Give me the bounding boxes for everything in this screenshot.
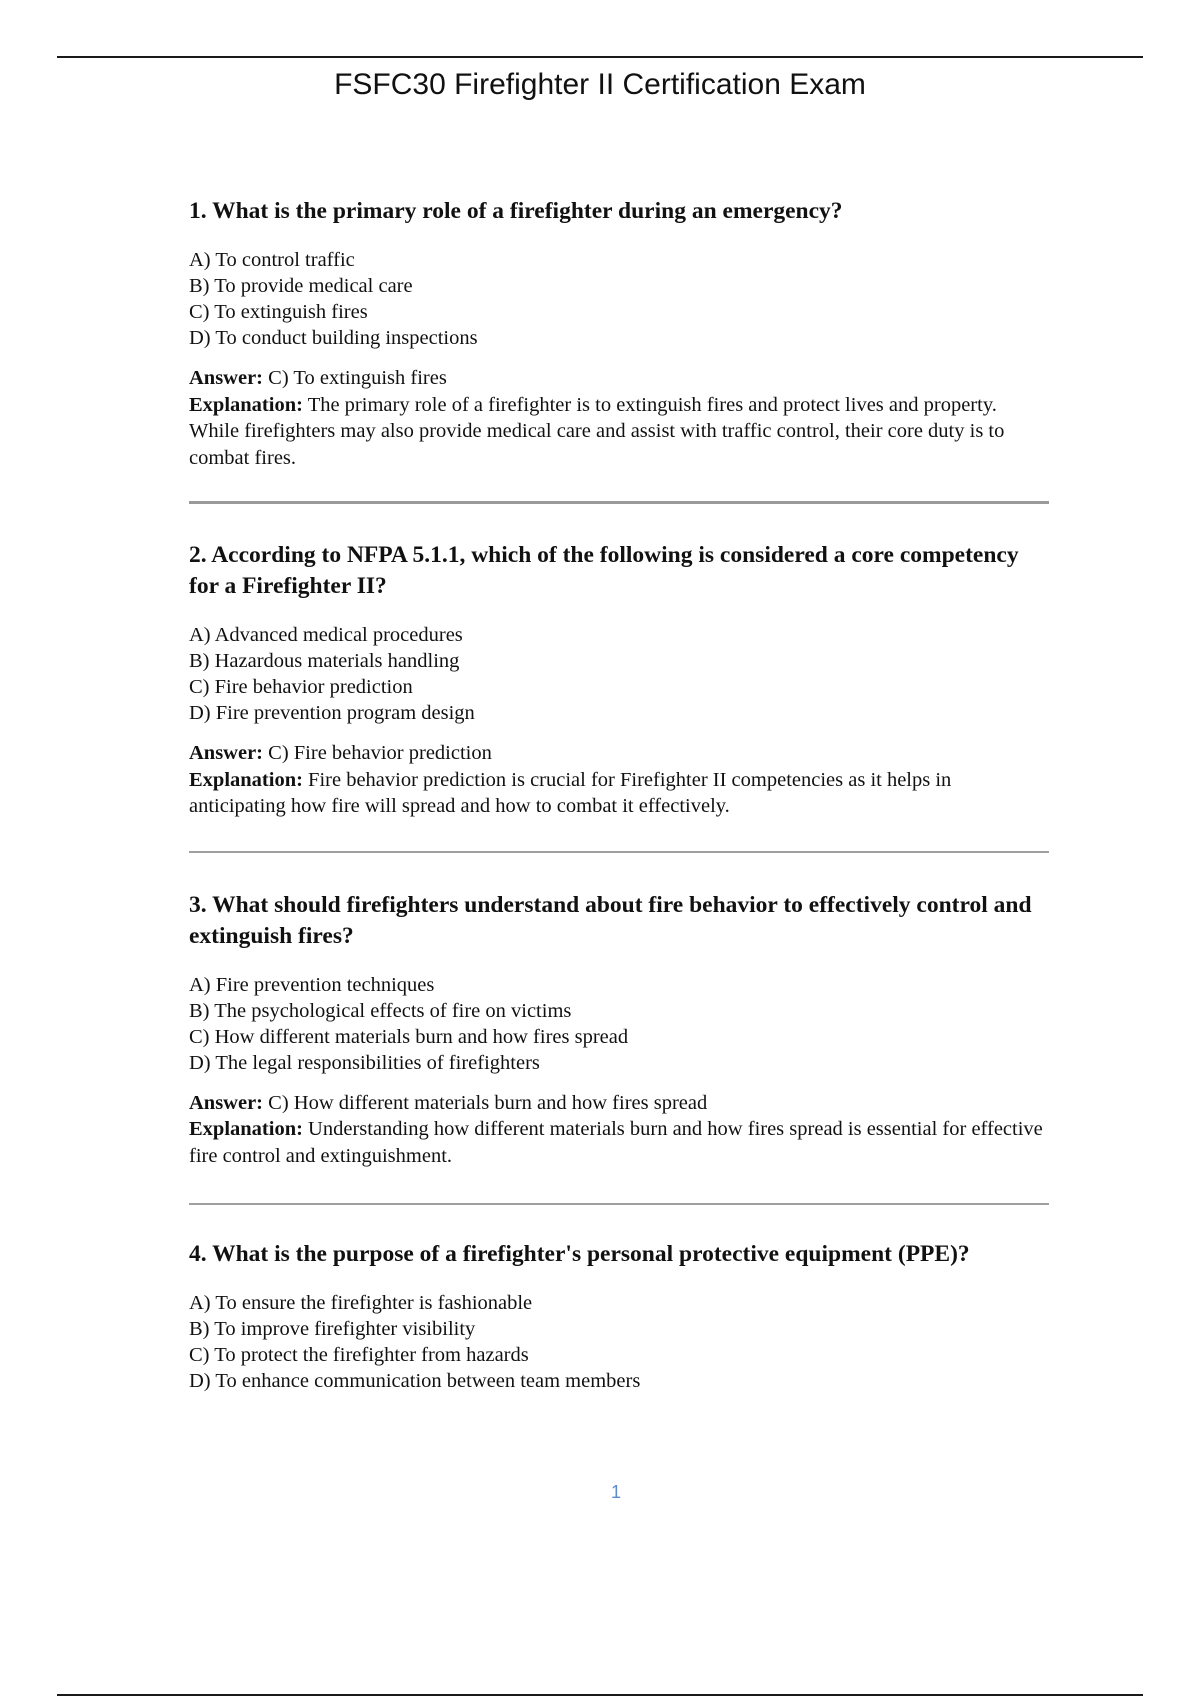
option-list [189,1290,1049,1394]
explanation-text: Fire behavior prediction is crucial for Firefighter II competencies as it helps in anticipating how fire will spread and how to combat it effectively. [189,768,952,817]
option-c: C) To extinguish fires [189,301,368,323]
answer-text: C) How different materials burn and how fires spread [268,1091,708,1114]
answer-line [189,1090,1049,1117]
option-list [189,972,1049,1076]
option-list [189,247,1049,351]
option-b: B) To improve firefighter visibility [189,1318,476,1340]
option-d: D) To enhance communication between team members [189,1370,641,1392]
answer-line [189,740,1049,767]
explanation-line [189,767,1049,820]
option-c: C) Fire behavior prediction [189,676,413,698]
option-a: A) Fire prevention techniques [189,973,435,996]
explanation-line [189,1116,1049,1169]
footer-rule [57,1694,1143,1696]
option-c: C) To protect the firefighter from hazards [189,1344,529,1366]
question-divider [189,851,1049,853]
option-b: B) The psychological effects of fire on victims [189,999,572,1022]
page-number: 1 [610,1482,621,1502]
option-list [189,622,1049,726]
option-a: A) To ensure the firefighter is fashionable [189,1292,533,1314]
option-d: D) The legal responsibilities of firefighters [189,1051,540,1074]
option-c: C) How different materials burn and how fires spread [189,1025,629,1048]
option-a: A) Advanced medical procedures [189,624,463,646]
document-title: FSFC30 Firefighter II Certification Exam [334,68,866,101]
explanation-line [189,392,1049,472]
answer-text: C) To extinguish fires [268,367,447,389]
question-2 [189,540,1049,820]
answer-line [189,365,1049,392]
explanation-text: The primary role of a firefighter is to extinguish fires and protect lives and property. While firefighters may also provide medical care and assist with traffic control, their core duty is to combat fires. [189,393,1005,469]
question-4 [189,1239,1049,1394]
header-rule [57,56,1143,58]
option-b: B) Hazardous materials handling [189,650,460,672]
answer-label: Answer: [189,1091,264,1114]
question-1 [189,196,1049,471]
answer-text: C) Fire behavior prediction [268,742,492,764]
question-title: 3. What should firefighters understand about fire behavior to effectively control and extinguish fires? [189,891,1032,949]
question-divider [189,1203,1049,1205]
explanation-label: Explanation: [189,393,303,416]
question-title: 4. What is the purpose of a firefighter's personal protective equipment (PPE)? [189,1241,970,1267]
option-b: B) To provide medical care [189,275,413,297]
explanation-text: Understanding how different materials burn and how fires spread is essential for effective fire control and extinguishment. [189,1118,1043,1167]
question-list [189,196,1049,1408]
option-d: D) Fire prevention program design [189,702,475,724]
question-title: 2. According to NFPA 5.1.1, which of the following is considered a core competency for a Firefighter II? [189,542,1019,599]
option-a: A) To control traffic [189,249,355,271]
option-d: D) To conduct building inspections [189,327,478,349]
question-3 [189,890,1049,1170]
answer-label: Answer: [189,367,264,389]
answer-label: Answer: [189,742,264,764]
explanation-label: Explanation: [189,768,303,791]
question-divider [189,501,1049,504]
explanation-label: Explanation: [189,1118,303,1140]
question-title: 1. What is the primary role of a firefighter during an emergency? [189,198,843,224]
